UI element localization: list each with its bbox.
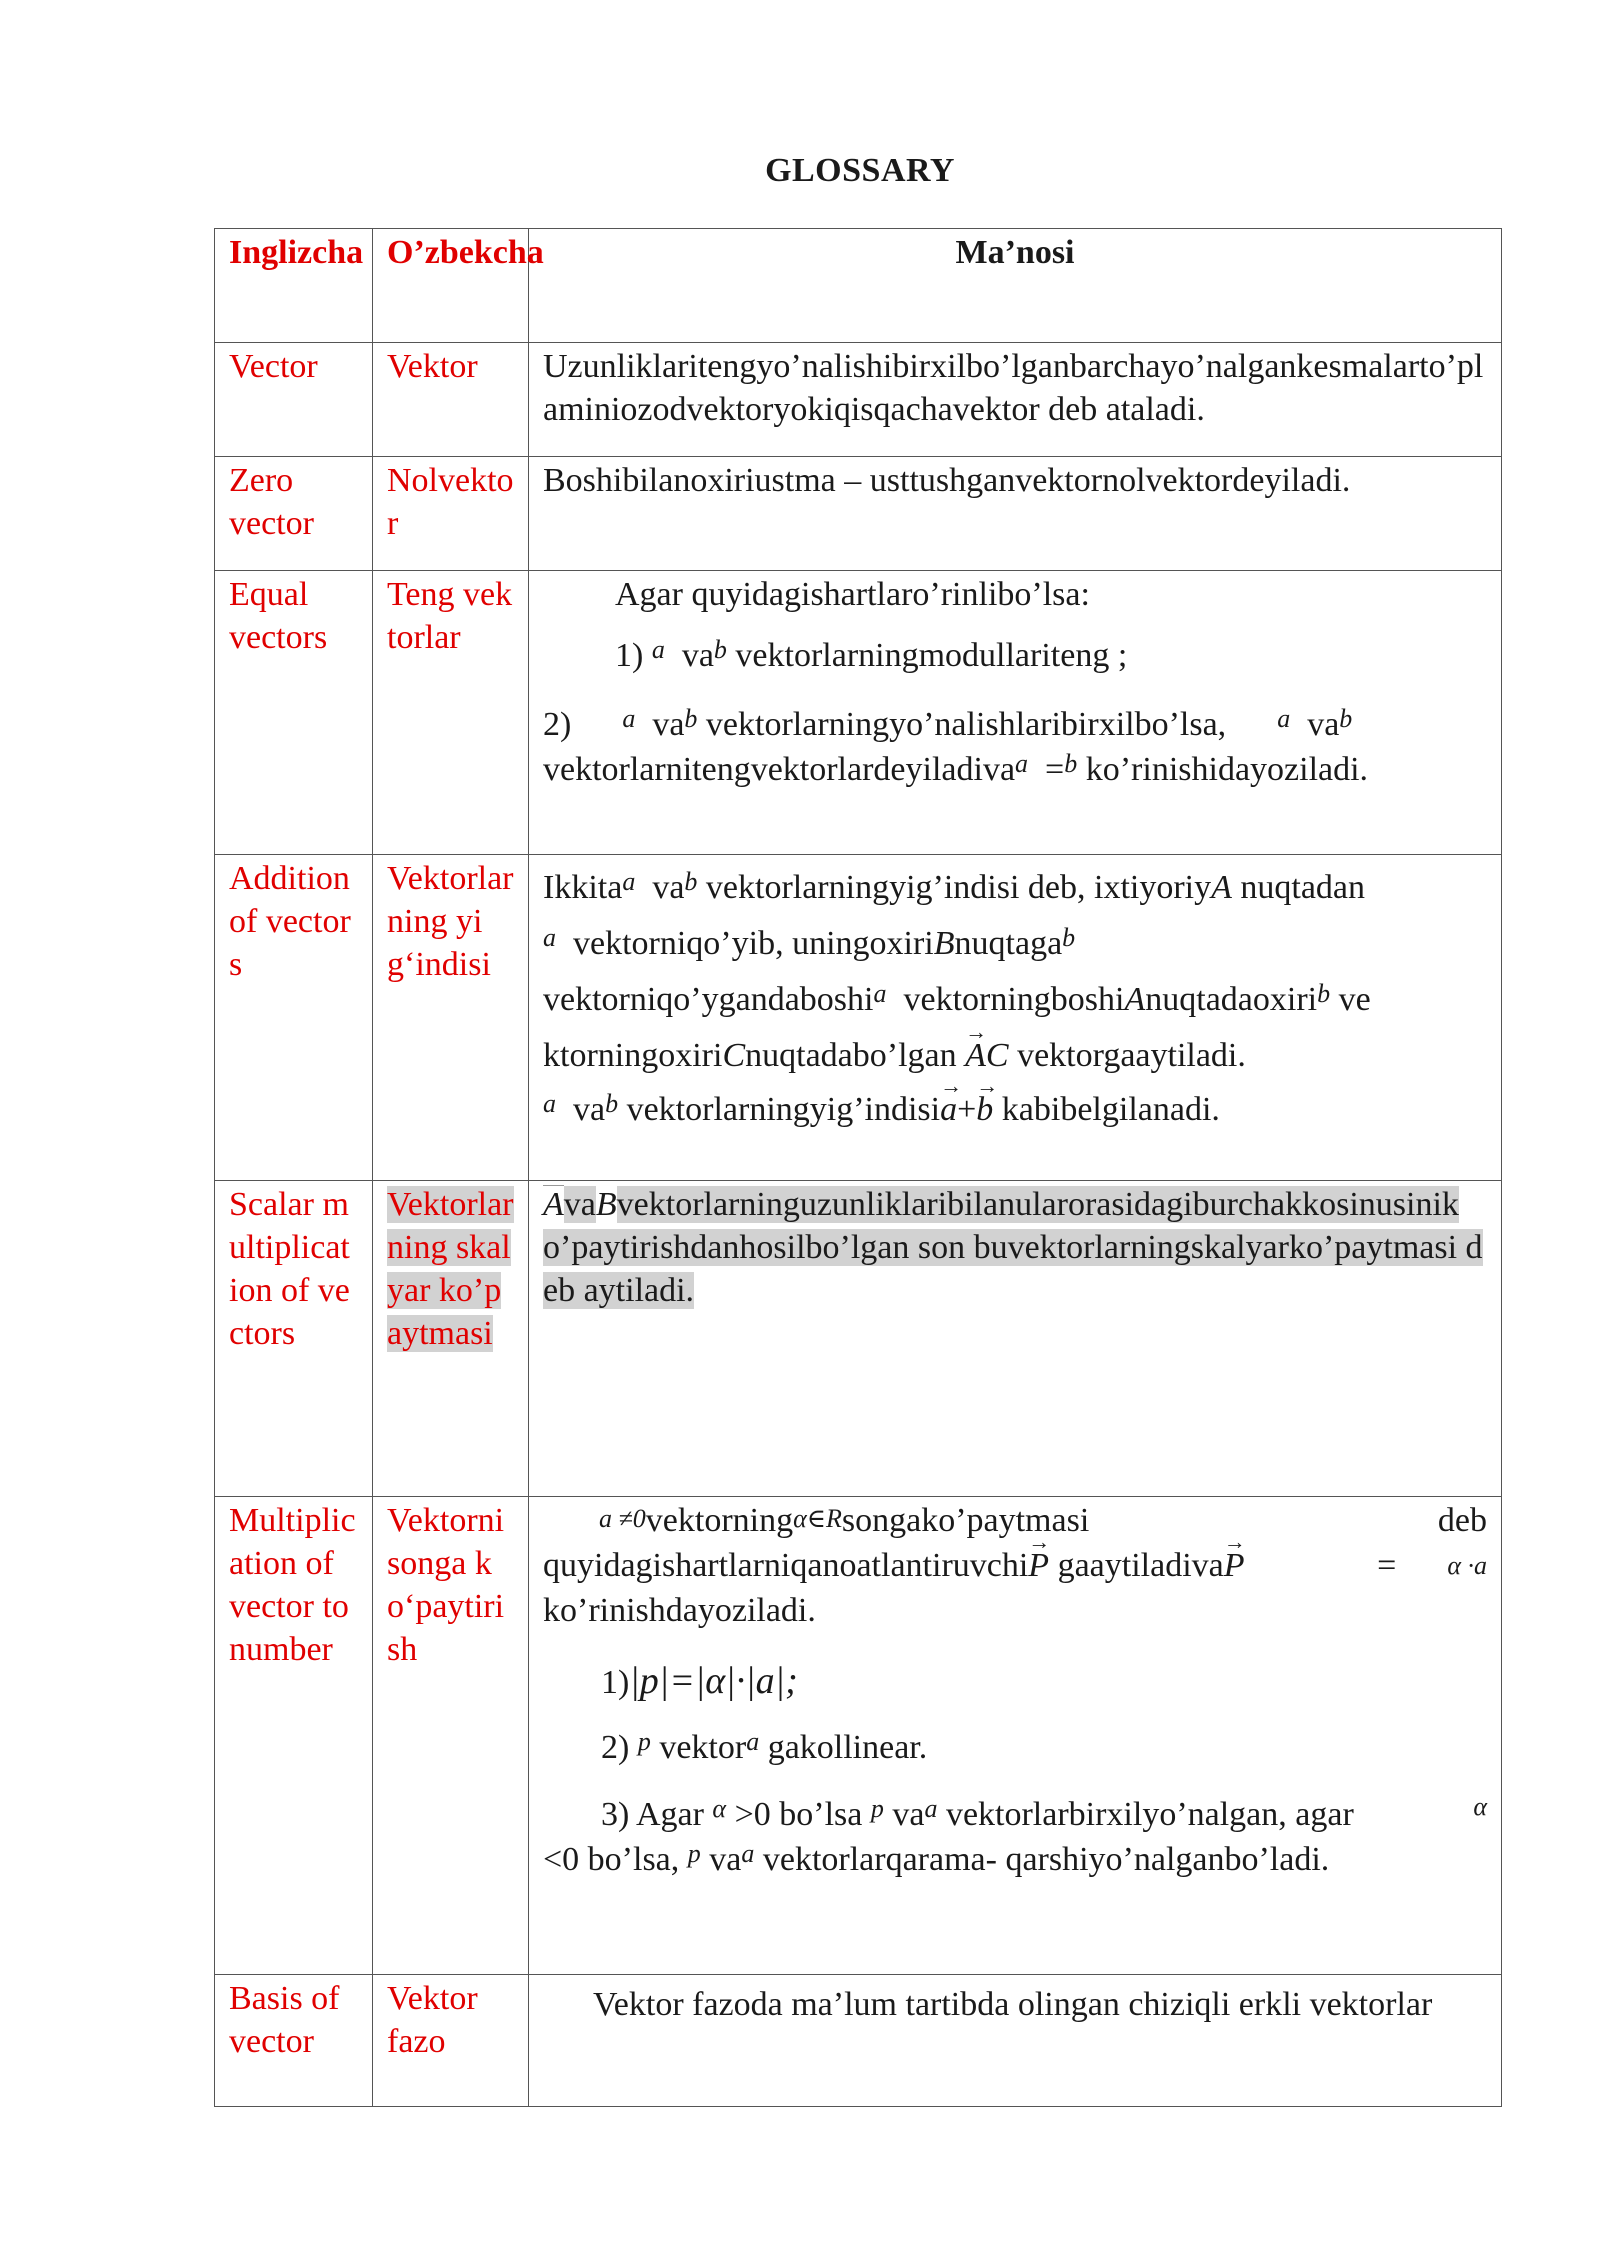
glossary-table: [214, 228, 1502, 2107]
equal-intro: Agar quyidagishartlaro’rinlibo’lsa:: [615, 576, 1090, 613]
header-meaning: Ma’nosi: [529, 229, 1502, 343]
equal-condition-2-cont: vektorlarnitengvektorlardeyiladiva$^a$ =$^b$ ko’rinishidayoziladi.: [543, 749, 1369, 788]
term-uzbek: Vektorlarning yig‘indisi: [373, 855, 529, 1181]
term-meaning: [529, 1497, 1502, 1975]
vector-A-symbol: A: [543, 1186, 564, 1223]
term-uzbek: Vektorlarning skalyar ko’paytmasi: [373, 1181, 529, 1497]
term-uzbek: Vektorni songa ko‘paytirish: [373, 1497, 529, 1975]
mult-condition-3: 3) Agar $^\alpha$ >0 bo’lsa $^p$ $va^a$ vektorlarbirxilyo’nalgan, agar α: [601, 1792, 1487, 1833]
header-uzbek: O’zbekcha: [373, 229, 529, 343]
mult-condition-1: 1)|p|=|α|·|a|;: [601, 1660, 798, 1702]
vector-a-symbol: a: [651, 635, 665, 664]
equal-condition-2: 2) $^a$ $va^b$ vektorlarningyo’nalishlaribirxilbo’lsa, $^a$ $va^b$: [543, 704, 1353, 743]
table-row: [215, 1181, 1502, 1497]
mult-line-3: ko’rinishdayoziladi.: [543, 1592, 816, 1629]
addition-line-1: Ikkita$^a$ $va^b$ vektorlarningyig’indisi deb, ixtiyoriyA nuqtadan: [543, 867, 1366, 906]
equal-condition-1: 1) $^a$ $va^b$ vektorlarningmodullariteng ;: [615, 635, 1128, 674]
table-row: [215, 1497, 1502, 1975]
vector-b-symbol: b: [713, 635, 727, 664]
vector-B-symbol: B: [595, 1186, 617, 1223]
term-meaning: [529, 855, 1502, 1181]
table-row: [215, 1975, 1502, 2107]
addition-line-2: $^a$ vektorniqo’yib, uningoxiriBnuqtaga$^b$: [543, 923, 1076, 962]
mult-condition-2: 2) $^p$ vektor$^a$ gakollinear.: [601, 1727, 928, 1766]
term-english: Addition of vectors: [215, 855, 373, 1181]
term-english: Zero vector: [215, 457, 373, 571]
term-uzbek: Vektor: [373, 343, 529, 457]
term-uzbek: Nolvektor: [373, 457, 529, 571]
addition-line-5: $^a$ $va^b$ vektorlarningyig’indisi→ a+→ b kabibelgilanadi.: [543, 1083, 1487, 1139]
mult-line-2: quyidagishartlarniqanoatlantiruvchi→ P gaaytiladiva→ P = α ·a: [543, 1544, 1487, 1589]
term-meaning: Uzunliklaritengyo’nalishibirxilbo’lganbarchayo’nalgankesmalarto’plaminiozodvektoryokiqisqachavektor deb ataladi.: [529, 343, 1502, 457]
vector-ac-symbol: → AC: [965, 1029, 1008, 1083]
term-uzbek: Teng vektorlar: [373, 571, 529, 855]
header-english: Inglizcha: [215, 229, 373, 343]
table-row: [215, 571, 1502, 855]
term-uzbek: Vektor fazo: [373, 1975, 529, 2107]
table-row: [215, 343, 1502, 457]
term-english: Basis of vector: [215, 1975, 373, 2107]
table-row: [215, 457, 1502, 571]
term-english: Scalar multiplication of vectors: [215, 1181, 373, 1497]
table-row: [215, 855, 1502, 1181]
page-title: GLOSSARY: [765, 152, 955, 189]
term-meaning: [529, 571, 1502, 855]
term-meaning: Vektor fazoda ma’lum tartibda olingan chiziqli erkli vektorlar: [529, 1975, 1502, 2107]
addition-line-4: ktorningoxiriCnuqtadabo’lgan → AC vektorgaaytiladi.: [543, 1029, 1487, 1083]
term-english: Equal vectors: [215, 571, 373, 855]
addition-line-3: vektorniqo’ygandaboshi$^a$ vektorningboshiAnuqtadaoxiri$^b$ ve: [543, 979, 1371, 1018]
mult-line-1: a ≠0vektorningα∈Rsongako’paytmasi deb: [599, 1502, 1487, 1539]
term-english: Vector: [215, 343, 373, 457]
table-header-row: [215, 229, 1502, 343]
mult-condition-3-cont: <0 bo’lsa, $^p$ $va^a$ vektorlarqarama- qarshiyo’nalganbo’ladi.: [543, 1839, 1330, 1878]
term-english: Multiplication of vector to number: [215, 1497, 373, 1975]
term-meaning: Boshibilanoxiriustma – usttushganvektornolvektordeyiladi.: [529, 457, 1502, 571]
term-meaning: AvaBvektorlarninguzunliklaribilanularorasidagiburchakkosinusiniko’paytirishdanhosilbo’lgan son buvektorlarningskalyarko’paytmasi deb aytiladi.: [529, 1181, 1502, 1497]
